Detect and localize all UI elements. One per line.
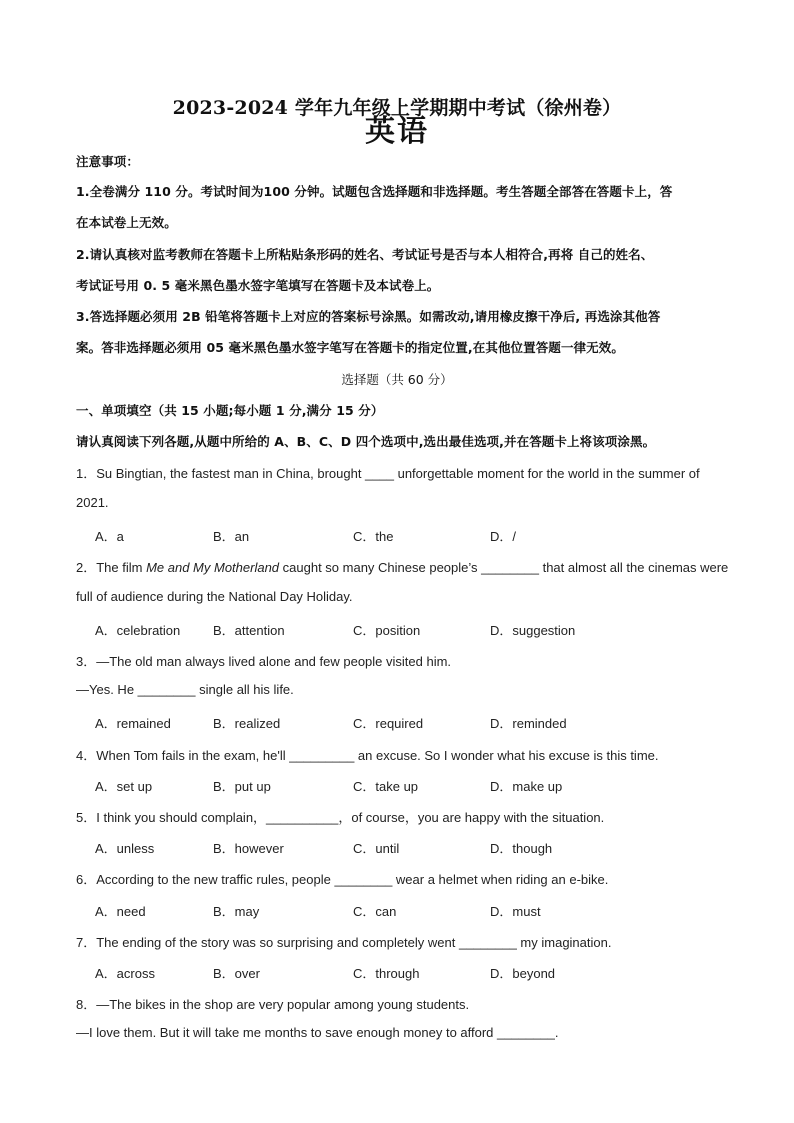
notice-line: 考试证号用 0. 5 毫米黑色墨水签字笔填写在答题卡及本试卷上。 [76,278,440,293]
q1-option-d: D．/ [490,529,517,544]
q1-option-b: B．an [213,529,250,544]
q2-option-b: B．attention [213,623,285,638]
q6-option-a: A．need [95,904,146,919]
question-6-text: 6．According to the new traffic rules, people ________ wear a helmet when riding an e-bike. [76,872,609,887]
q3-option-a: A．remained [95,716,171,731]
q4-option-a: A．set up [95,779,153,794]
question-8-text: 8．—The bikes in the shop are very popular among young students. [76,997,470,1012]
notice-heading: 注意事项： [76,154,140,169]
q3-option-d: D．reminded [490,716,567,731]
q2-option-d: D．suggestion [490,623,576,638]
question-2-text [76,557,728,576]
q2-option-a: A．celebration [95,623,181,638]
question-1-text: 1．Su Bingtian, the fastest man in China, brought ____ unforgettable moment for the world in the summer of [76,466,700,481]
q6-option-c: C．can [353,904,397,919]
part-instruction: 请认真阅读下列各题,从题中所给的 A、B、C、D 四个选项中,选出最佳选项,并在答题卡上将该项涂黑。 [76,434,656,449]
q2-suffix: caught so many Chinese people’s ________ that almost all the cinemas were [279,560,729,575]
notice-line: 案。答非选择题必须用 05 毫米黑色墨水签字笔写在答题卡的指定位置,在其他位置答题一律无效。 [76,340,624,355]
notice-line: 在本试卷上无效。 [76,215,177,230]
question-3-text-cont: —Yes. He ________ single all his life. [76,682,294,697]
question-8-text-cont: —I love them. But it will take me months to save enough money to afford ________. [76,1025,559,1040]
q7-option-a: A．across [95,966,155,981]
q2-prefix: 2．The film [76,560,147,575]
q3-option-b: B．realized [213,716,281,731]
q6-option-b: B．may [213,904,260,919]
section-title: 选择题（共 60 分） [341,372,453,387]
q6-option-d: D．must [490,904,541,919]
q2-film-title: Me and My Motherland [146,560,280,575]
notice-line: 2.请认真核对监考教师在答题卡上所粘贴条形码的姓名、考试证号是否与本人相符合,再将 自己的姓名、 [76,247,654,262]
notice-line: 3.答选择题必须用 2B 铅笔将答题卡上对应的答案标号涂黑。如需改动,请用橡皮擦干净后, 再选涂其他答 [76,309,661,324]
question-4-text: 4．When Tom fails in the exam, he'll _________ an excuse. So I wonder what his excuse is this time. [76,748,659,763]
subject-title: 英语 [365,114,429,149]
question-1-text-cont: 2021. [76,495,109,510]
q5-option-c: C．until [353,841,400,856]
question-2-text-cont: full of audience during the National Day Holiday. [76,589,353,604]
q1-option-c: C．the [353,529,394,544]
q4-option-b: B．put up [213,779,271,794]
q3-option-c: C．required [353,716,424,731]
part-title: 一、单项填空（共 15 小题;每小题 1 分,满分 15 分） [76,403,384,418]
q2-option-c: C．position [353,623,421,638]
q4-option-c: C．take up [353,779,419,794]
exam-title: 2023-2024 学年九年级上学期期中考试（徐州卷） [172,97,622,119]
q5-option-d: D．though [490,841,553,856]
q7-option-b: B．over [213,966,260,981]
q7-option-c: C．through [353,966,420,981]
question-5-text: 5．I think you should complain，__________，of course，you are happy with the situation. [76,810,605,825]
notice-line: 1.全卷满分 110 分。考试时间为100 分钟。试题包含选择题和非选择题。考生答题全部答在答题卡上，答 [76,184,673,199]
q7-option-d: D．beyond [490,966,556,981]
q4-option-d: D．make up [490,779,563,794]
question-7-text: 7．The ending of the story was so surprising and completely went ________ my imagination. [76,935,612,950]
q1-option-a: A．a [95,529,124,544]
q5-option-b: B．however [213,841,284,856]
q5-option-a: A．unless [95,841,155,856]
question-3-text: 3．—The old man always lived alone and few people visited him. [76,654,452,669]
